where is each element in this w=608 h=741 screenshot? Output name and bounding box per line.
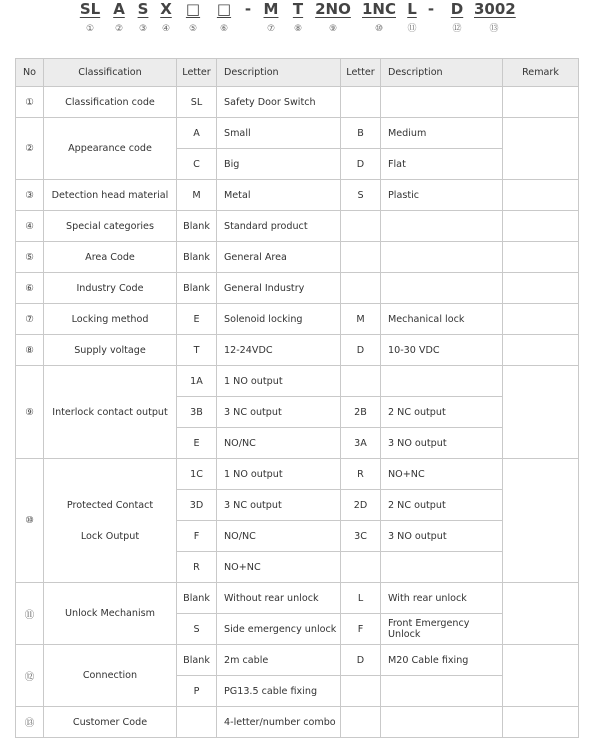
code-part-appearance	[111, 0, 127, 35]
description-cell-2	[381, 552, 503, 583]
code-separator	[242, 0, 254, 23]
description-cell-2: Flat	[381, 149, 503, 180]
description-cell: Metal	[217, 180, 341, 211]
description-cell: Solenoid locking	[217, 304, 341, 335]
description-cell: 1 NO output	[217, 366, 341, 397]
code-part-text: T	[292, 0, 304, 18]
code-part-classification	[78, 0, 102, 35]
remark-cell	[503, 180, 579, 211]
remark-cell	[503, 118, 579, 180]
classification-cell	[44, 459, 177, 583]
code-part-number: ③	[138, 24, 148, 34]
letter-cell: P	[177, 676, 217, 707]
selection-table	[15, 58, 579, 738]
description-cell: General Industry	[217, 273, 341, 304]
table-row	[16, 583, 579, 614]
letter-cell: Blank	[177, 211, 217, 242]
description-cell: 1 NO output	[217, 459, 341, 490]
code-part-unlock	[404, 0, 420, 35]
classification-label: Interlock contact output	[52, 406, 168, 418]
row-number: ⑫	[16, 645, 44, 707]
remark-cell	[503, 242, 579, 273]
description-cell-2: 2 NC output	[381, 490, 503, 521]
description-cell: Side emergency unlock	[217, 614, 341, 645]
letter-cell: 1A	[177, 366, 217, 397]
description-cell-2: 2 NC output	[381, 397, 503, 428]
classification-cell	[44, 242, 177, 273]
letter-cell-2	[341, 552, 381, 583]
description-cell-2: Mechanical lock	[381, 304, 503, 335]
letter-cell-2: M	[341, 304, 381, 335]
letter-cell-2: 3C	[341, 521, 381, 552]
code-part-number: ②	[114, 24, 124, 34]
description-cell: 12-24VDC	[217, 335, 341, 366]
classification-label: Protected Contact	[66, 499, 154, 511]
code-part-text: L	[407, 0, 417, 18]
letter-cell-2	[341, 676, 381, 707]
letter-cell: Blank	[177, 273, 217, 304]
code-part-text: 2NO	[315, 0, 351, 18]
classification-label: Customer Code	[72, 716, 148, 728]
letter-cell-2: D	[341, 149, 381, 180]
description-cell-2	[381, 366, 503, 397]
description-cell-2	[381, 707, 503, 738]
description-cell-2: 10-30 VDC	[381, 335, 503, 366]
classification-cell	[44, 707, 177, 738]
letter-cell: E	[177, 428, 217, 459]
letter-cell-2: F	[341, 614, 381, 645]
remark-cell	[503, 459, 579, 583]
code-part-industry	[214, 0, 234, 35]
letter-cell: Blank	[177, 242, 217, 273]
letter-cell-2: 3A	[341, 428, 381, 459]
code-part-text: -	[244, 0, 252, 18]
classification-cell	[44, 645, 177, 707]
remark-cell	[503, 707, 579, 738]
row-number: ⑧	[16, 335, 44, 366]
table-row	[16, 242, 579, 273]
code-part-customer	[474, 0, 514, 35]
classification-cell	[44, 366, 177, 459]
description-cell-2: 3 NO output	[381, 428, 503, 459]
letter-cell-2	[341, 87, 381, 118]
row-number: ②	[16, 118, 44, 180]
code-part-text: □	[185, 0, 201, 18]
letter-cell: 3B	[177, 397, 217, 428]
code-part-number: ⑫	[452, 24, 462, 34]
classification-label: Connection	[82, 670, 138, 681]
code-part-number: ⑩	[374, 24, 384, 34]
letter-cell: R	[177, 552, 217, 583]
description-cell-2: Medium	[381, 118, 503, 149]
classification-cell	[44, 335, 177, 366]
table-row	[16, 335, 579, 366]
model-code-header	[0, 0, 608, 48]
classification-cell	[44, 211, 177, 242]
letter-cell-2: D	[341, 645, 381, 676]
row-number: ④	[16, 211, 44, 242]
classification-label: Lock Output	[80, 530, 140, 542]
description-cell-2	[381, 273, 503, 304]
row-number: ⑨	[16, 366, 44, 459]
row-number: ⑤	[16, 242, 44, 273]
code-part-text: □	[216, 0, 232, 18]
code-part-locking	[262, 0, 280, 35]
description-cell: General Area	[217, 242, 341, 273]
description-cell-2	[381, 211, 503, 242]
description-cell-2: With rear unlock	[381, 583, 503, 614]
letter-cell: F	[177, 521, 217, 552]
remark-cell	[503, 211, 579, 242]
row-number: ⑥	[16, 273, 44, 304]
description-cell: NO/NC	[217, 428, 341, 459]
table-row	[16, 304, 579, 335]
description-cell-2: NO+NC	[381, 459, 503, 490]
header-classification: Classification	[44, 59, 177, 87]
code-part-number: ⑤	[188, 24, 198, 34]
letter-cell: Blank	[177, 583, 217, 614]
row-number: ⑪	[16, 583, 44, 645]
letter-cell: M	[177, 180, 217, 211]
header-no: No	[16, 59, 44, 87]
classification-cell	[44, 118, 177, 180]
remark-cell	[503, 87, 579, 118]
description-cell: Small	[217, 118, 341, 149]
description-cell-2: Plastic	[381, 180, 503, 211]
code-part-number: ⑦	[266, 24, 276, 34]
letter-cell: A	[177, 118, 217, 149]
code-part-number: ④	[161, 24, 171, 34]
row-number: ⑩	[16, 459, 44, 583]
remark-cell	[503, 335, 579, 366]
code-part-area	[183, 0, 203, 35]
description-cell-2: M20 Cable fixing	[381, 645, 503, 676]
letter-cell-2	[341, 366, 381, 397]
classification-label: Special categories	[66, 220, 154, 232]
letter-cell: SL	[177, 87, 217, 118]
letter-cell: 1C	[177, 459, 217, 490]
code-separator	[425, 0, 437, 23]
description-cell: NO+NC	[217, 552, 341, 583]
letter-cell-2	[341, 242, 381, 273]
description-cell: Without rear unlock	[217, 583, 341, 614]
letter-cell: C	[177, 149, 217, 180]
classification-label: Classification code	[65, 96, 155, 108]
remark-cell	[503, 583, 579, 645]
table-row	[16, 645, 579, 676]
letter-cell: 3D	[177, 490, 217, 521]
letter-cell-2: R	[341, 459, 381, 490]
code-part-text: 3002	[474, 0, 516, 18]
letter-cell: S	[177, 614, 217, 645]
description-cell: Standard product	[217, 211, 341, 242]
description-cell-2: 3 NO output	[381, 521, 503, 552]
remark-cell	[503, 304, 579, 335]
code-part-material	[135, 0, 151, 35]
description-cell: 3 NC output	[217, 397, 341, 428]
header-letter-2: Letter	[341, 59, 381, 87]
description-cell: Big	[217, 149, 341, 180]
header-description-2: Description	[381, 59, 503, 87]
letter-cell	[177, 707, 217, 738]
code-part-number: ①	[85, 24, 95, 34]
code-part-text: 1NC	[362, 0, 396, 18]
header-remark: Remark	[503, 59, 579, 87]
code-part-number: ⑪	[407, 24, 417, 34]
description-cell: PG13.5 cable fixing	[217, 676, 341, 707]
code-part-text: A	[113, 0, 125, 18]
letter-cell: T	[177, 335, 217, 366]
header-description: Description	[217, 59, 341, 87]
table-row	[16, 87, 579, 118]
code-part-text: S	[137, 0, 149, 18]
description-cell: Safety Door Switch	[217, 87, 341, 118]
table-row	[16, 118, 579, 149]
table-header-row	[16, 59, 579, 87]
row-number: ⑬	[16, 707, 44, 738]
remark-cell	[503, 273, 579, 304]
classification-cell	[44, 180, 177, 211]
classification-label: Locking method	[71, 313, 149, 325]
description-cell: NO/NC	[217, 521, 341, 552]
letter-cell: E	[177, 304, 217, 335]
code-part-connection	[449, 0, 465, 35]
code-part-text: SL	[79, 0, 101, 18]
code-part-special	[158, 0, 174, 35]
remark-cell	[503, 366, 579, 459]
classification-label: Detection head material	[51, 189, 169, 201]
letter-cell-2: B	[341, 118, 381, 149]
description-cell-2	[381, 242, 503, 273]
classification-label: Appearance code	[68, 143, 152, 154]
letter-cell-2	[341, 707, 381, 738]
description-cell-2	[381, 676, 503, 707]
code-part-number: ⑥	[219, 24, 229, 34]
classification-label: Industry Code	[76, 282, 144, 294]
table-row	[16, 211, 579, 242]
classification-label: Supply voltage	[74, 344, 146, 356]
row-number: ③	[16, 180, 44, 211]
code-part-interlock	[315, 0, 351, 35]
description-cell: 4-letter/number combo	[217, 707, 341, 738]
remark-cell	[503, 645, 579, 707]
letter-cell-2: 2D	[341, 490, 381, 521]
letter-cell-2: L	[341, 583, 381, 614]
table-row	[16, 273, 579, 304]
letter-cell-2	[341, 211, 381, 242]
table-row	[16, 180, 579, 211]
letter-cell: Blank	[177, 645, 217, 676]
code-part-number: ⑧	[293, 24, 303, 34]
letter-cell-2: D	[341, 335, 381, 366]
table-row	[16, 459, 579, 490]
classification-cell	[44, 273, 177, 304]
description-cell-2: Front Emergency Unlock	[381, 614, 503, 645]
classification-cell	[44, 583, 177, 645]
description-cell: 3 NC output	[217, 490, 341, 521]
code-part-number: ⑬	[489, 24, 499, 34]
letter-cell-2: S	[341, 180, 381, 211]
letter-cell-2	[341, 273, 381, 304]
description-cell-2	[381, 87, 503, 118]
classification-cell	[44, 304, 177, 335]
row-number: ⑦	[16, 304, 44, 335]
classification-label: Unlock Mechanism	[64, 608, 156, 619]
header-letter: Letter	[177, 59, 217, 87]
code-part-number: ⑨	[328, 24, 338, 34]
row-number: ①	[16, 87, 44, 118]
letter-cell-2: 2B	[341, 397, 381, 428]
description-cell: 2m cable	[217, 645, 341, 676]
code-part-voltage	[290, 0, 306, 35]
table-row	[16, 366, 579, 397]
code-part-text: -	[427, 0, 435, 18]
classification-label: Area Code	[85, 251, 135, 263]
classification-cell	[44, 87, 177, 118]
code-part-text: M	[263, 0, 279, 18]
code-part-text: X	[160, 0, 172, 18]
table-row	[16, 707, 579, 738]
code-part-protected	[361, 0, 397, 35]
code-part-text: D	[450, 0, 464, 18]
